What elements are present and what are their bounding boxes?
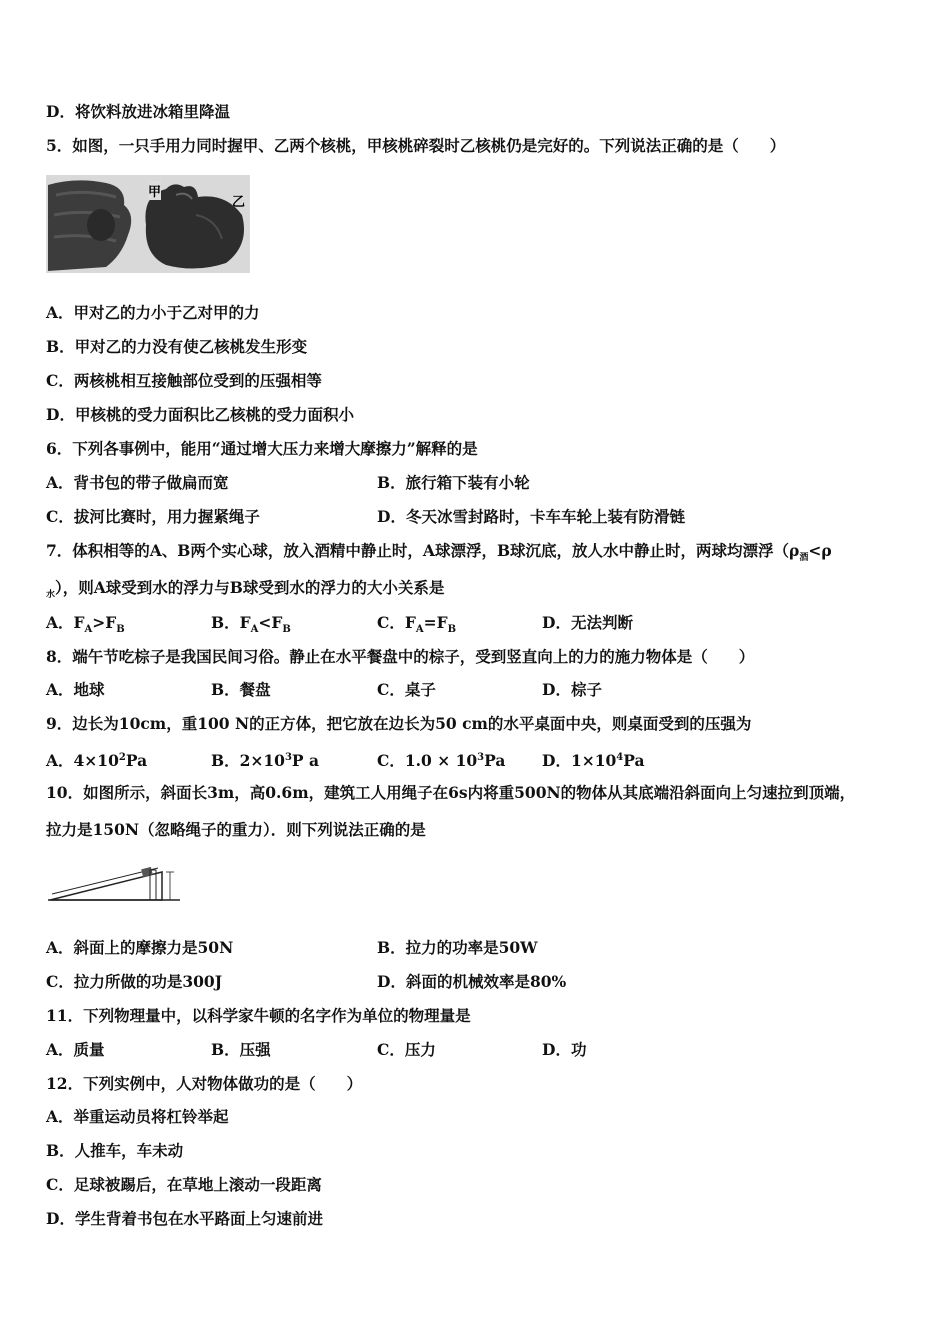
q6-option-a: A．背书包的带子做扁而宽 (46, 473, 229, 492)
q8-stem: 8．端午节吃棕子是我国民间习俗。静止在水平餐盘中的棕子，受到竖直向上的力的施力物体是（ ） (46, 647, 755, 666)
q11-option-c: C．压力 (377, 1040, 436, 1059)
walnut-label-b: 乙 (232, 195, 246, 210)
q7-option-b: B．$F_A<F_B$ (211, 613, 291, 636)
q4-option-d: D．将饮料放进冰箱里降温 (46, 102, 230, 121)
q6-option-c: C．拔河比赛时，用力握紧绳子 (46, 507, 260, 526)
walnut-label-a: 甲 (148, 181, 161, 200)
q10-option-a: A．斜面上的摩擦力是50N (46, 938, 234, 957)
q10-option-c: C．拉力所做的功是300J (46, 972, 223, 991)
q9-option-c: C．$1.0 \times 10^3Pa$ (377, 751, 506, 771)
walnut-hand-photo (46, 175, 250, 273)
q6-option-b: B．旅行箱下装有小轮 (377, 473, 530, 492)
q11-option-d: D．功 (542, 1040, 587, 1059)
q7-option-a: A．$F_A>F_B$ (46, 613, 125, 636)
q9-option-d: D．$1\times 10^4Pa$ (542, 751, 645, 771)
q8-option-c: C．桌子 (377, 680, 436, 699)
q9-stem: 9．边长为10cm，重100 N的正方体，把它放在边长为50 cm的水平桌面中央，则桌面受到的压强为 (46, 714, 752, 733)
q6-stem: 6．下列各事例中，能用“通过增大压力来增大摩擦力”解释的是 (46, 439, 478, 458)
q9-option-a: A．$4\times 10^2Pa$ (46, 751, 148, 771)
q5-stem: 5．如图，一只手用力同时握甲、乙两个核桃，甲核桃碎裂时乙核桃仍是完好的。下列说法正确的是（ ） (46, 136, 786, 155)
q12-option-c: C．足球被踢后，在草地上滚动一段距离 (46, 1175, 322, 1194)
q12-option-b: B．人推车，车未动 (46, 1141, 184, 1160)
q12-option-d: D．学生背着书包在水平路面上匀速前进 (46, 1209, 323, 1228)
q8-option-b: B．餐盘 (211, 680, 271, 699)
q5-option-c: C．两核桃相互接触部位受到的压强相等 (46, 371, 322, 390)
q10-stem-line1: 10．如图所示，斜面长3m，高0.6m，建筑工人用绳子在6s内将重500N的物体从其底端沿斜面向上匀速拉到顶端， (46, 783, 856, 802)
q8-option-a: A．地球 (46, 680, 105, 699)
incline-diagram (46, 858, 182, 904)
q12-option-a: A．举重运动员将杠铃举起 (46, 1107, 229, 1126)
q5-option-a: A．甲对乙的力小于乙对甲的力 (46, 303, 260, 322)
q12-stem: 12．下列实例中，人对物体做功的是（ ） (46, 1074, 363, 1093)
q11-option-b: B．压强 (211, 1040, 271, 1059)
q10-option-d: D．斜面的机械效率是80% (377, 972, 567, 991)
q10-option-b: B．拉力的功率是50W (377, 938, 538, 957)
q7-option-d: D．无法判断 (542, 613, 633, 632)
q8-option-d: D．棕子 (542, 680, 602, 699)
q6-option-d: D．冬天冰雪封路时，卡车车轮上装有防滑链 (377, 507, 685, 526)
q7-option-c: C．$F_A=F_B$ (377, 613, 457, 636)
q11-stem: 11．下列物理量中，以科学家牛顿的名字作为单位的物理量是 (46, 1006, 471, 1025)
q7-stem-line2: $_水$），则A球受到水的浮力与B球受到水的浮力的大小关系是 (46, 578, 445, 601)
q5-option-b: B．甲对乙的力没有使乙核桃发生形变 (46, 337, 308, 356)
q7-stem-line1: 7．体积相等的A、B两个实心球，放入酒精中静止时，A球漂浮，B球沉底，放人水中静止时，两球均漂浮（$\rho_酒<\rho$ (46, 541, 832, 564)
q10-stem-line2: 拉力是150N（忽略绳子的重力）．则下列说法正确的是 (46, 820, 426, 839)
q5-option-d: D．甲核桃的受力面积比乙核桃的受力面积小 (46, 405, 354, 424)
q11-option-a: A．质量 (46, 1040, 105, 1059)
q9-option-b: B．$2\times 10^3P$ a (211, 751, 320, 771)
